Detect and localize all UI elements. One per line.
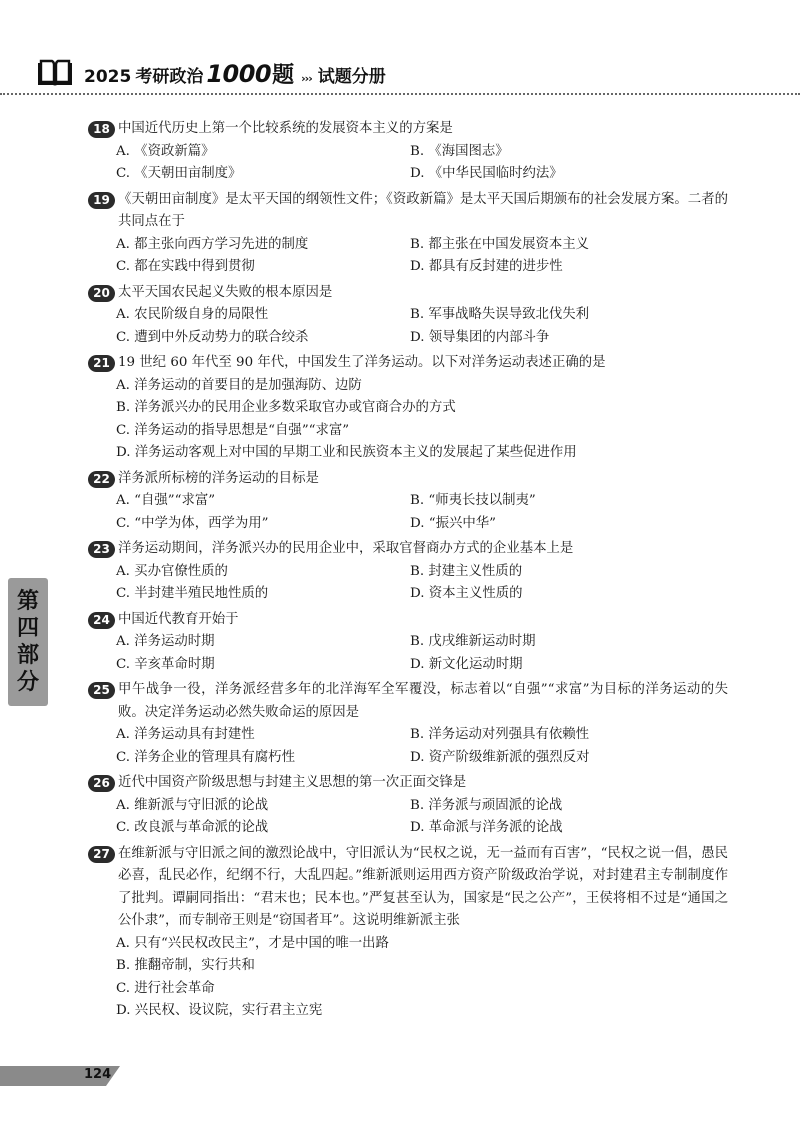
answer-option: D. 都具有反封建的进步性: [410, 259, 563, 274]
option-list: [116, 304, 728, 349]
header-title-number: 1000: [206, 59, 272, 88]
question-number-badge: 21: [88, 355, 115, 372]
answer-option: D. “振兴中华”: [410, 515, 497, 531]
answer-option: C. 遭到中外反动势力的联合绞杀: [116, 329, 309, 345]
answer-option: B. 洋务派兴办的民用企业多数采取官办或官商合办的方式: [116, 400, 456, 415]
page-header: [36, 58, 386, 88]
answer-option: C. 进行社会革命: [116, 980, 215, 996]
question-item: [88, 538, 728, 606]
answer-option: C. 洋务企业的管理具有腐朽性: [116, 749, 295, 765]
question-number-badge: 23: [88, 541, 115, 558]
answer-option: A. 维新派与守旧派的论战: [116, 797, 269, 813]
question-stem-text: 洋务派所标榜的洋务运动的目标是: [118, 470, 319, 486]
header-divider: [0, 93, 800, 95]
answer-option: D. 革命派与洋务派的论战: [410, 820, 563, 835]
question-stem: [88, 609, 728, 632]
option-list: [116, 631, 728, 676]
question-item: [88, 679, 728, 769]
answer-option: B. 推翻帝制，实行共和: [116, 958, 255, 973]
header-title: [84, 58, 386, 89]
answer-option: A. 农民阶级自身的局限性: [116, 307, 269, 322]
header-subtitle: 试题分册: [317, 66, 386, 87]
answer-option: D. 资产阶级维新派的强烈反对: [410, 749, 590, 765]
answer-option: A. 《资政新篇》: [116, 143, 215, 159]
answer-option: B. 洋务运动对列强具有依赖性: [410, 727, 590, 742]
question-item: [88, 352, 728, 465]
question-stem-text: 太平天国农民起义失败的根本原因是: [118, 284, 333, 300]
answer-option: B. 封建主义性质的: [410, 563, 523, 579]
answer-option: A. 买办官僚性质的: [116, 563, 228, 579]
option-list: [116, 490, 728, 535]
answer-option: B. 洋务派与顽固派的论战: [410, 797, 563, 813]
answer-option: D. 洋务运动客观上对中国的早期工业和民族资本主义的发展起了某些促进作用: [116, 445, 577, 460]
answer-option: C. 《天朝田亩制度》: [116, 166, 242, 181]
header-arrows: ›››: [301, 71, 312, 85]
answer-option: B. 军事战略失误导致北伐失利: [410, 307, 590, 322]
question-stem-text: 19 世纪 60 年代至 90 年代，中国发生了洋务运动。以下对洋务运动表述正确的是: [118, 355, 606, 370]
question-number-badge: 26: [88, 775, 115, 792]
question-stem: [88, 679, 728, 724]
question-number-badge: 20: [88, 285, 115, 302]
answer-option: A. 洋务运动的首要目的是加强海防、边防: [116, 377, 362, 393]
header-title-main: 考研政治: [135, 66, 204, 87]
answer-option: B. 都主张在中国发展资本主义: [410, 236, 590, 252]
question-item: [88, 468, 728, 536]
answer-option: C. 改良派与革命派的论战: [116, 820, 269, 835]
option-list: [116, 561, 728, 606]
question-stem-text: 在维新派与守旧派之间的激烈论战中，守旧派认为“民权之说，无一益而有百害”，“民权之说一倡，愚民必喜，乱民必作，纪纲不行，大乱四起。”维新派则运用西方资产阶级政治学说，对封建君主专制制度作了批判。谭嗣同指出：“君末也；民本也。”严复甚至认为，国家是“民之公产”，王侯将相不过是“通国之公仆隶”，而专制帝王则是“窃国者耳”。这说明维新派主张: [118, 845, 728, 928]
question-stem: [88, 772, 728, 795]
side-tab-char: 第: [16, 589, 39, 614]
answer-option: D. 兴民权、设议院，实行君主立宪: [116, 1003, 323, 1018]
answer-option: A. “自强”“求富”: [116, 493, 216, 508]
question-item: [88, 189, 728, 279]
question-stem: [88, 538, 728, 561]
question-stem: [88, 118, 728, 141]
answer-option: C. 都在实践中得到贯彻: [116, 259, 255, 274]
question-stem-text: 《天朝田亩制度》是太平天国的纲领性文件；《资政新篇》是太平天国后期颁布的社会发展方案。二者的共同点在于: [118, 191, 728, 229]
side-tab-char: 四: [16, 616, 39, 641]
answer-option: D. 领导集团的内部斗争: [410, 329, 550, 345]
answer-option: D. 《中华民国临时约法》: [410, 166, 563, 181]
answer-option: A. 洋务运动时期: [116, 634, 215, 649]
answer-option: B. “师夷长技以制夷”: [410, 493, 536, 508]
question-stem-text: 中国近代历史上第一个比较系统的发展资本主义的方案是: [118, 121, 453, 136]
question-stem: [88, 468, 728, 491]
question-stem-text: 中国近代教育开始于: [118, 611, 239, 627]
question-stem: [88, 189, 728, 234]
option-list: [116, 141, 728, 186]
answer-option: C. “中学为体，西学为用”: [116, 515, 269, 531]
question-item: [88, 772, 728, 840]
question-stem: [88, 282, 728, 305]
question-number-badge: 19: [88, 192, 115, 209]
section-side-tab: [8, 578, 48, 706]
option-list: [116, 933, 728, 1023]
question-item: [88, 843, 728, 1023]
header-title-char: 题: [272, 62, 295, 88]
side-tab-char: 部: [16, 643, 39, 668]
question-item: [88, 609, 728, 677]
answer-option: A. 洋务运动具有封建性: [116, 727, 255, 742]
option-list: [116, 375, 728, 465]
question-number-badge: 22: [88, 471, 115, 488]
answer-option: D. 新文化运动时期: [410, 656, 523, 672]
question-stem: [88, 352, 728, 375]
side-tab-char: 分: [16, 670, 39, 695]
answer-option: C. 半封建半殖民地性质的: [116, 586, 269, 601]
answer-option: B. 《海国图志》: [410, 143, 509, 159]
answer-option: A. 都主张向西方学习先进的制度: [116, 236, 309, 252]
answer-option: D. 资本主义性质的: [410, 586, 523, 601]
question-number-badge: 18: [88, 121, 115, 138]
question-item: [88, 118, 728, 186]
answer-option: B. 戊戌维新运动时期: [410, 634, 536, 649]
header-year: 2025: [84, 66, 132, 87]
question-stem-text: 近代中国资产阶级思想与封建主义思想的第一次正面交锋是: [118, 775, 467, 790]
question-stem-text: 甲午战争一役，洋务派经营多年的北洋海军全军覆没，标志着以“自强”“求富”为目标的洋务运动的失败。决定洋务运动必然失败命运的原因是: [118, 682, 728, 720]
question-number-badge: 24: [88, 612, 115, 629]
question-stem-text: 洋务运动期间，洋务派兴办的民用企业中，采取官督商办方式的企业基本上是: [118, 541, 574, 556]
question-number-badge: 25: [88, 682, 115, 699]
question-item: [88, 282, 728, 350]
option-list: [116, 795, 728, 840]
answer-option: C. 辛亥革命时期: [116, 656, 215, 672]
answer-option: C. 洋务运动的指导思想是“自强”“求富”: [116, 422, 350, 438]
answer-option: A. 只有“兴民权改民主”，才是中国的唯一出路: [116, 935, 389, 951]
option-list: [116, 724, 728, 769]
open-book-icon: [36, 59, 74, 87]
question-list: [88, 118, 728, 1026]
question-number-badge: 27: [88, 846, 115, 863]
question-stem: [88, 843, 728, 933]
page-number: 124: [84, 1067, 112, 1082]
option-list: [116, 234, 728, 279]
